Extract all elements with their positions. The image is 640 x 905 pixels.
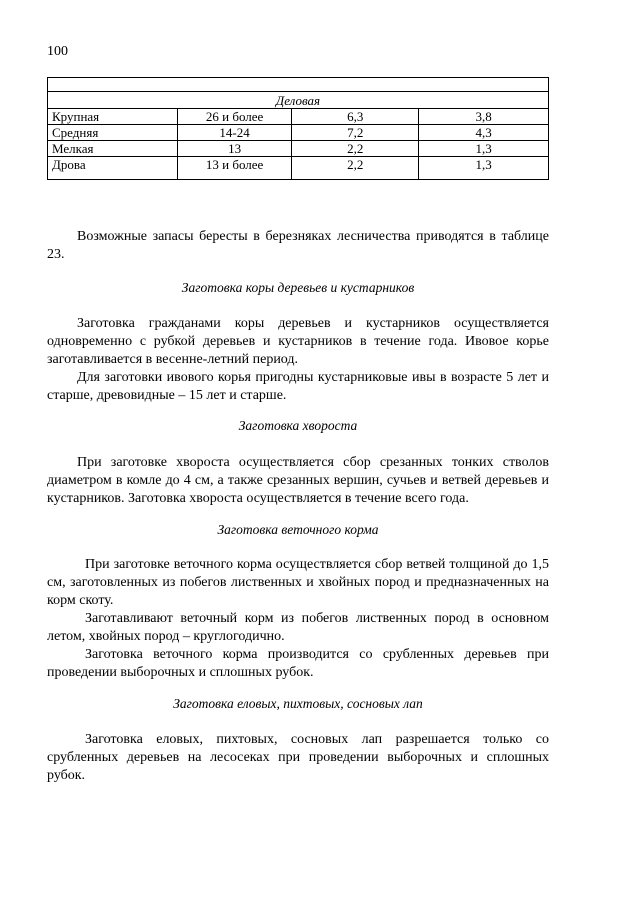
table-row [48, 157, 549, 180]
table-row [48, 109, 549, 125]
table-section-label: Деловая [48, 92, 549, 109]
page-number: 100 [47, 44, 68, 59]
section-body-brushwood [47, 454, 549, 508]
table-cell: 13 и более [177, 157, 292, 180]
paragraph-text: Для заготовки ивового корья пригодны кустарниковые ивы в возрасте 5 лет и старше, древовидные – 15 лет и старше. [47, 370, 549, 403]
table-cell: 2,2 [292, 157, 419, 180]
paragraph-text: Заготовка еловых, пихтовых, сосновых лап разрешается только со срубленных деревьев на лесосеках при проведении выборочных и сплошных рубок. [47, 732, 549, 783]
section-heading-fodder: Заготовка веточного корма [217, 522, 379, 537]
section-body-fodder [47, 556, 549, 682]
table-cell: 6,3 [292, 109, 419, 125]
paragraph-text: Заготовка веточного корма производится со срубленных деревьев при проведении выборочных и сплошных рубок. [47, 647, 549, 680]
paragraph-text: Заготовка гражданами коры деревьев и кустарников осуществляется одновременно с рубкой деревьев и кустарников в течение года. Ивовое корье заготавливается в весенне-летний период. [47, 316, 549, 367]
data-table [47, 77, 549, 180]
table-section-row [48, 92, 549, 109]
paragraph-text: Заготавливают веточный корм из побегов лиственных пород в основном летом, хвойных пород – круглогодично. [47, 611, 549, 644]
paragraph-text: При заготовке веточного корма осуществляется сбор ветвей толщиной до 1,5 см, заготовленных из побегов лиственных и хвойных пород и предназначенных на корм скоту. [47, 557, 549, 608]
intro-paragraph [47, 228, 549, 264]
table-cell: 13 [177, 141, 292, 157]
section-heading-branches: Заготовка еловых, пихтовых, сосновых лап [173, 696, 423, 711]
table-cell: 1,3 [419, 141, 549, 157]
section-heading-bark: Заготовка коры деревьев и кустарников [181, 280, 415, 295]
table-cell: Дрова [48, 157, 178, 180]
table-cell: 14-24 [177, 125, 292, 141]
table-cell: 7,2 [292, 125, 419, 141]
table-cell: 1,3 [419, 157, 549, 180]
table-cell: Крупная [48, 109, 178, 125]
table-cell: Средняя [48, 125, 178, 141]
paragraph-text: Возможные запасы бересты в березняках лесничества приводятся в таблице 23. [47, 229, 549, 262]
table-row [48, 141, 549, 157]
table-cell: 26 и более [177, 109, 292, 125]
section-body-branches [47, 731, 549, 785]
table-cell: 3,8 [419, 109, 549, 125]
table-row [48, 125, 549, 141]
paragraph-text: При заготовке хвороста осуществляется сбор срезанных тонких стволов диаметром в комле до 4 см, а также срезанных вершин, сучьев и ветвей деревьев и кустарников. Заготовка хвороста осуществляется в течение всего года. [47, 455, 549, 506]
section-body-bark [47, 315, 549, 405]
table-cell: Мелкая [48, 141, 178, 157]
table-cell: 2,2 [292, 141, 419, 157]
section-heading-brushwood: Заготовка хвороста [238, 418, 358, 433]
table-cell: 4,3 [419, 125, 549, 141]
table-header-blank-row [48, 78, 549, 92]
